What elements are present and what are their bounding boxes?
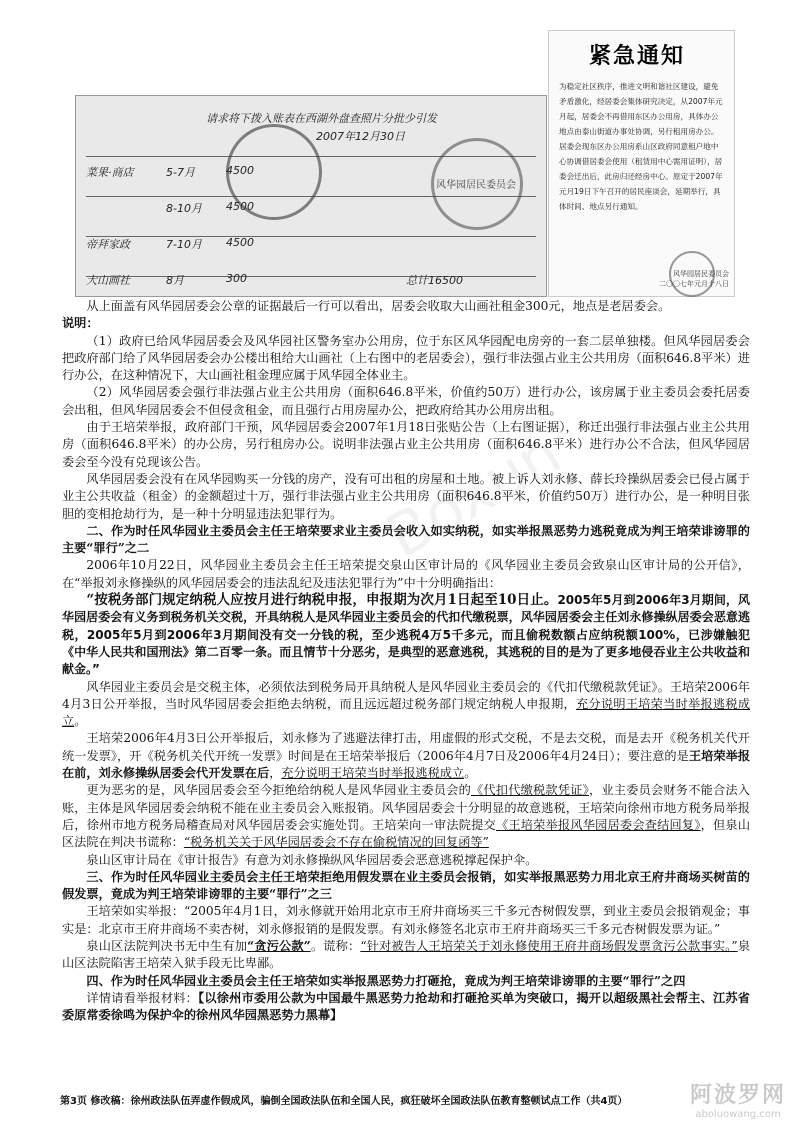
text: 泉山区法院陷害王培荣入狱手段无比卑鄙。: [62, 938, 750, 971]
watermark-url: aboluowang.com: [695, 1109, 781, 1120]
quote-paragraph: [62, 592, 750, 678]
row-name: 大山画社: [86, 274, 130, 287]
underlined-text: 充分说明王培荣当时举报逃税成立: [281, 766, 465, 781]
section-heading: 三、作为时任风华园业主委员会主任王培荣拒绝用假发票在业主委员会报销，如实举报黑恶势力用北京王府井商场买树苗的假发票，竟成为判王培荣诽谤罪的主要“罪行”之三: [62, 869, 750, 902]
notice-body: 为稳定社区秩序，推进文明和谐社区建设，避免矛盾激化，经居委会集体研究决定，从2007年元月起，居委会不再借用东区办公用房，具体办公地点由泰山街道办事处协调，另行租用房办公。居委会现东区办公用房系山区政府同意租户地中心协调借居委会使用（租赁用中心需用证明），居委会迁出后，此房归还经房中心。原定于2007年元月19日下午召开的居民座谈会，延期举行，具体时间、地点另行通知。: [559, 82, 723, 211]
text: 详情请看举报材料：: [86, 990, 199, 1005]
notice-signature: [629, 269, 729, 289]
underlined-text: “贪污公款”: [247, 938, 311, 953]
row-total: 总计16500: [406, 274, 463, 287]
text: ，业主委员会财务不能合法入账，主体是风华园居委会纳税不能在业主委员会入账报销。风华园居委会十分明显的故意逃税，王培荣向徐州市地方税务局举报后，徐州市地方税务局稽查局对风华园居委会实施处罚。王培荣向一审法院提交: [62, 783, 751, 832]
bold-text: 王培荣举报在前，刘永修操纵居委会代开发票在后: [62, 748, 751, 781]
row-period: 7-10月: [166, 238, 202, 251]
paragraph: 由于王培荣举报，政府部门干预，风华园居委会2007年1月18日张贴公告（上右图证据），称迁出强行非法强占业主公共用房（面积646.8平米）的办公房，另行租房办公。说明非法强占业主公共用房（面积646.8平米）进行办公不合法，但风华园居委会至今没有兑现该公告。: [62, 420, 750, 469]
text: 。: [74, 714, 87, 729]
row-period: 5-7月: [166, 166, 195, 179]
row-period: 8-10月: [166, 202, 202, 215]
row-amount: 4500: [226, 164, 254, 177]
handwritten-date: 2007年12月30日: [316, 130, 405, 143]
paragraph: （1）政府已给风华园居委会及风华园社区警务室办公用房，位于东区风华园配电房旁的一套二层单独楼。但风华园居委会把政府部门给了风华园居委会办公楼出租给大山画社（上右图中的老居委会），强行非法强占业主公共用房（面积646.8平米）进行办公，在这种情况下，大山画社租金理应属于风华园全体业主。: [62, 333, 750, 383]
text: 风华园业主委员会是交税主体，必须依法到税务局开具纳税人是风华园业主委员会的《代扣代缴税款凭证》。王培荣2006年4月3日公开举报，当时风华园居委会拒绝去纳税，而且远远超过税务部门规定纳税人申报期，: [62, 679, 750, 711]
underlined-text: 《代扣代缴税款凭证》: [470, 783, 589, 798]
section-heading: 四、作为时任风华园业主委员会主任王培荣如实举报黑恶势力打砸抢，竟成为判王培荣诽谤罪的主要“罪行”之四: [86, 973, 686, 988]
text: ，但泉山区法院在判决书谎称：: [62, 817, 751, 850]
text: ，: [269, 766, 282, 781]
row-period: 8月: [166, 274, 184, 287]
document-body: [62, 298, 750, 1024]
paragraph: 2006年10月22日，风华园业主委员会主任王培荣提交泉山区审计局的《风华园业主委员会致泉山区审计局的公开信》，在“举报刘永修操纵的风华园居委会的违法乱纪及违法犯罪行为”中十分明确指出：: [62, 558, 750, 590]
underlined-text: “针对被告人王培荣关于刘永修使用王府井商场假发票贪污公款事实。”: [360, 938, 738, 953]
page-footer: 第3页 修改稿：徐州政法队伍弄虚作假成风，骗倒全国政法队伍和全国人民，疯狂破坏全国政法队伍教育整顿试点工作（共4页）: [60, 1096, 628, 1107]
notice-sign-date: 二〇〇七年元月十八日: [659, 280, 729, 288]
text: 。谎称：: [310, 938, 361, 953]
paragraph: [62, 990, 750, 1025]
row-name: 帝拜家政: [86, 238, 130, 251]
paragraph-label: 说明：: [62, 316, 99, 331]
evidence-photo: [75, 95, 547, 297]
paragraph: [62, 679, 750, 731]
paragraph: [62, 730, 750, 782]
notice-title: 紧急通知: [589, 44, 686, 69]
text: 泉山区法院判决书无中生有加: [86, 938, 248, 953]
underlined-text: 《王培荣举报风华园居委会查结回复》: [495, 817, 701, 832]
section-heading: 二、作为时任风华园业主委员会主任王培荣要求业主委员会收入如实纳税，如实举报黑恶势力逃税竟成为判王培荣诽谤罪的主要“罪行”之二: [62, 523, 750, 556]
quote-lead: “按税务部门规定纳税人应按月进行纳税申报，申报期为次月1日起至10日止。: [86, 592, 558, 609]
notice-sign-org: 风华园居民委员会: [673, 270, 729, 278]
underlined-text: “税务机关关于风华园居委会不存在偷税情况的回复函等”: [183, 835, 489, 850]
site-watermark: [690, 1078, 786, 1120]
row-amount: 300: [226, 272, 247, 285]
paragraph: [62, 782, 750, 851]
quote-body: 2005年5月到2006年3月期间，风华园居委会有义务到税务机关交税，开具纳税人是风华园业主委员会的代扣代缴税票，风华园居委会主任刘永修操纵居委会恶意逃税，2005年5月到2006年3月期间没有交一分钱的税，至少逃税4万5千多元，而且偷税数额占应纳税额100%，已涉嫌触犯《中华人民共和国刑法》第二百零一条。而且情节十分恶劣，是典型的恶意逃税，其逃税的目的是为了更多地侵吞业主公共收益和献金。”: [62, 593, 750, 677]
bold-text: 【以徐州市委用公款为中国最牛黑恶势力抢劫和打砸抢买单为突破口，揭开以超级黑社会帮主、江苏省委原常委徐鸣为保护伞的徐州风华园黑恶势力黑幕】: [62, 990, 750, 1023]
text: 王培荣2006年4月3日公开举报后，刘永修为了逃避法律打击，用虚假的形式交税，不是去交税，而是去开《税务机关代开统一发票》，开《税务机关代开统一发票》时间是在王培荣举报后（2006年4月7日及2006年4月24日）；要注意的是: [62, 731, 750, 763]
row-name: 菜果·商店: [86, 166, 134, 179]
paragraph: （2）风华园居委会强行非法强占业主公共用房（面积646.8平米，价值约50万）进行办公，该房属于业主委员会委托居委会出租，但风华园居委会不但侵贪租金，而且强行占用房屋办公，把政府给其办公用房出租。: [62, 385, 750, 417]
handwritten-title: 请求将下拨入账表在西湖外盘查照片分批少引发: [206, 112, 437, 125]
seal-text: 风华园居民委员会: [436, 180, 516, 191]
emergency-notice: [548, 30, 735, 297]
paragraph: 王培荣如实举报：“2005年4月1日，刘永修就开始用北京市王府井商场买三千多元杏树假发票，到业主委员会报销观金；事实是：北京市王府井商场不卖杏树，刘永修报销的是假发票。有刘永修签名北京市王府井商场买三千多元杏树假发票为证。”: [62, 904, 750, 936]
background-watermark: Boxun: [375, 417, 573, 573]
paragraph: [62, 938, 750, 973]
row-amount: 4500: [226, 236, 254, 249]
watermark-title: 阿波罗网: [690, 1083, 787, 1108]
paragraph: 从上面盖有风华园居委会公章的证据最后一行可以看出，居委会收取大山画社租金300元，地点是老居委会。: [86, 299, 671, 313]
underlined-text: 充分说明王培荣当时举报逃税成立: [62, 696, 751, 729]
paragraph: 泉山区审计局在《审计报告》有意为刘永修操纵风华园居委会恶意逃税撑起保护伞。: [86, 852, 538, 867]
paragraph: 风华园居委会没有在风华园购买一分钱的房产，没有可出租的房屋和土地。被上诉人刘永修、薛长玲操纵居委会已侵占属于业主公共收益（租金）的金额超过十万，强行非法强占业主公共用房（面积646.8平米，价值约50万）进行办公，是一种明目张胆的变相抢劫行为，是一种十分明显违法犯罪行为。: [62, 471, 750, 521]
text: 。: [464, 766, 477, 781]
row-amount: 4500: [226, 200, 254, 213]
text: 更为恶劣的是，风华园居委会至今拒绝给纳税人是风华园业主委员会的: [86, 783, 471, 798]
